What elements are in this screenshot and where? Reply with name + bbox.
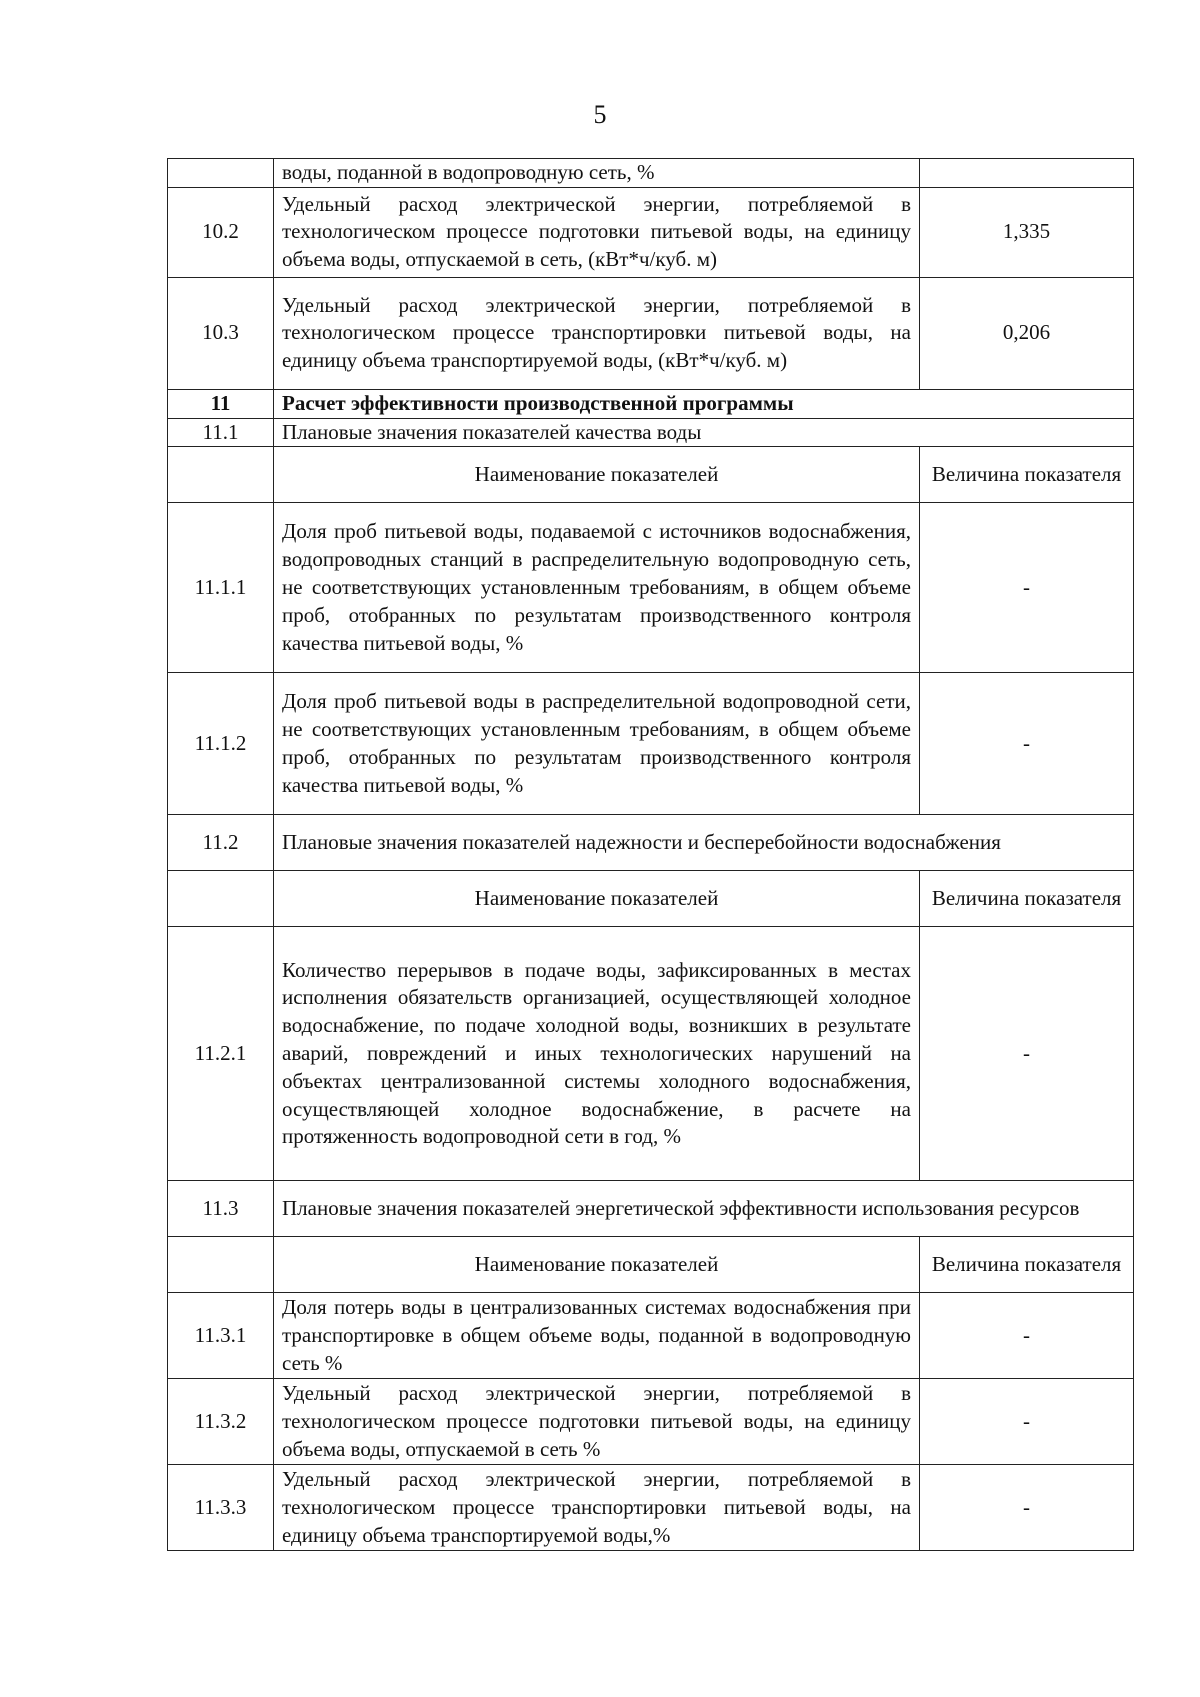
section-row xyxy=(168,389,1134,418)
table-row xyxy=(168,1465,1134,1551)
row-value: - xyxy=(920,503,1134,673)
row-description: Доля потерь воды в централизованных системах водоснабжения при транспортировке в общем объеме воды, поданной в водопроводную сеть % xyxy=(274,1293,920,1379)
section-row xyxy=(168,418,1134,447)
row-number: 11.3.2 xyxy=(168,1379,274,1465)
row-value: - xyxy=(920,1293,1134,1379)
row-description: Удельный расход электрической энергии, потребляемой в технологическом процессе подготовки питьевой воды, на единицу объема воды, отпускаемой в сеть % xyxy=(274,1379,920,1465)
row-number: 11.2.1 xyxy=(168,927,274,1181)
row-number xyxy=(168,159,274,188)
row-value: - xyxy=(920,1465,1134,1551)
section-number: 11.1 xyxy=(168,418,274,447)
column-header-name: Наименование показателей xyxy=(274,871,920,927)
row-description: Количество перерывов в подаче воды, зафиксированных в местах исполнения обязательств организацией, осуществляющей холодное водоснабжение, по подаче холодной воды, возникших в результате аварий, повреждений и иных технологических нарушений на объектах централизованной системы холодного водоснабжения, осуществляющей холодное водоснабжение, в расчете на протяженность водопроводной сети в год, % xyxy=(274,927,920,1181)
section-title: Плановые значения показателей качества воды xyxy=(274,418,1134,447)
row-number: 10.2 xyxy=(168,187,274,277)
empty-cell xyxy=(168,871,274,927)
row-description: Доля проб питьевой воды, подаваемой с источников водоснабжения, водопроводных станций в распределительную водопроводную сеть, не соответствующих установленным требованиям, в общем объеме проб, отобранных по результатам производственного контроля качества питьевой воды, % xyxy=(274,503,920,673)
row-value: 1,335 xyxy=(920,187,1134,277)
section-row xyxy=(168,815,1134,871)
row-number: 11.1.1 xyxy=(168,503,274,673)
row-description: Удельный расход электрической энергии, потребляемой в технологическом процессе подготовки питьевой воды, на единицу объема воды, отпускаемой в сеть, (кВт*ч/куб. м) xyxy=(274,187,920,277)
row-number: 11.3.1 xyxy=(168,1293,274,1379)
table-row xyxy=(168,187,1134,277)
table-row xyxy=(168,1379,1134,1465)
row-description: воды, поданной в водопроводную сеть, % xyxy=(274,159,920,188)
column-header-name: Наименование показателей xyxy=(274,447,920,503)
column-header-value: Величина показателя xyxy=(920,1237,1134,1293)
row-description: Доля проб питьевой воды в распределительной водопроводной сети, не соответствующих установленным требованиям, в общем объеме проб, отобранных по результатам производственного контроля качества питьевой воды, % xyxy=(274,673,920,815)
header-row xyxy=(168,447,1134,503)
indicators-table xyxy=(167,158,1134,1551)
empty-cell xyxy=(168,1237,274,1293)
header-row xyxy=(168,1237,1134,1293)
row-value xyxy=(920,159,1134,188)
section-row xyxy=(168,1181,1134,1237)
row-number: 11.1.2 xyxy=(168,673,274,815)
row-value: - xyxy=(920,1379,1134,1465)
column-header-value: Величина показателя xyxy=(920,447,1134,503)
table-row xyxy=(168,159,1134,188)
section-number: 11.2 xyxy=(168,815,274,871)
section-title: Расчет эффективности производственной программы xyxy=(274,389,1134,418)
table-row xyxy=(168,277,1134,389)
page-number: 5 xyxy=(593,100,607,129)
table-row xyxy=(168,503,1134,673)
row-description: Удельный расход электрической энергии, потребляемой в технологическом процессе транспортировки питьевой воды, на единицу объема транспортируемой воды,% xyxy=(274,1465,920,1551)
table-row xyxy=(168,927,1134,1181)
section-number: 11 xyxy=(168,389,274,418)
row-value: 0,206 xyxy=(920,277,1134,389)
section-number: 11.3 xyxy=(168,1181,274,1237)
column-header-name: Наименование показателей xyxy=(274,1237,920,1293)
row-number: 11.3.3 xyxy=(168,1465,274,1551)
table-row xyxy=(168,673,1134,815)
row-value: - xyxy=(920,673,1134,815)
column-header-value: Величина показателя xyxy=(920,871,1134,927)
section-title: Плановые значения показателей надежности и бесперебойности водоснабжения xyxy=(274,815,1134,871)
row-description: Удельный расход электрической энергии, потребляемой в технологическом процессе транспортировки питьевой воды, на единицу объема транспортируемой воды, (кВт*ч/куб. м) xyxy=(274,277,920,389)
section-title: Плановые значения показателей энергетической эффективности использования ресурсов xyxy=(274,1181,1134,1237)
header-row xyxy=(168,871,1134,927)
row-value: - xyxy=(920,927,1134,1181)
table-row xyxy=(168,1293,1134,1379)
row-number: 10.3 xyxy=(168,277,274,389)
empty-cell xyxy=(168,447,274,503)
